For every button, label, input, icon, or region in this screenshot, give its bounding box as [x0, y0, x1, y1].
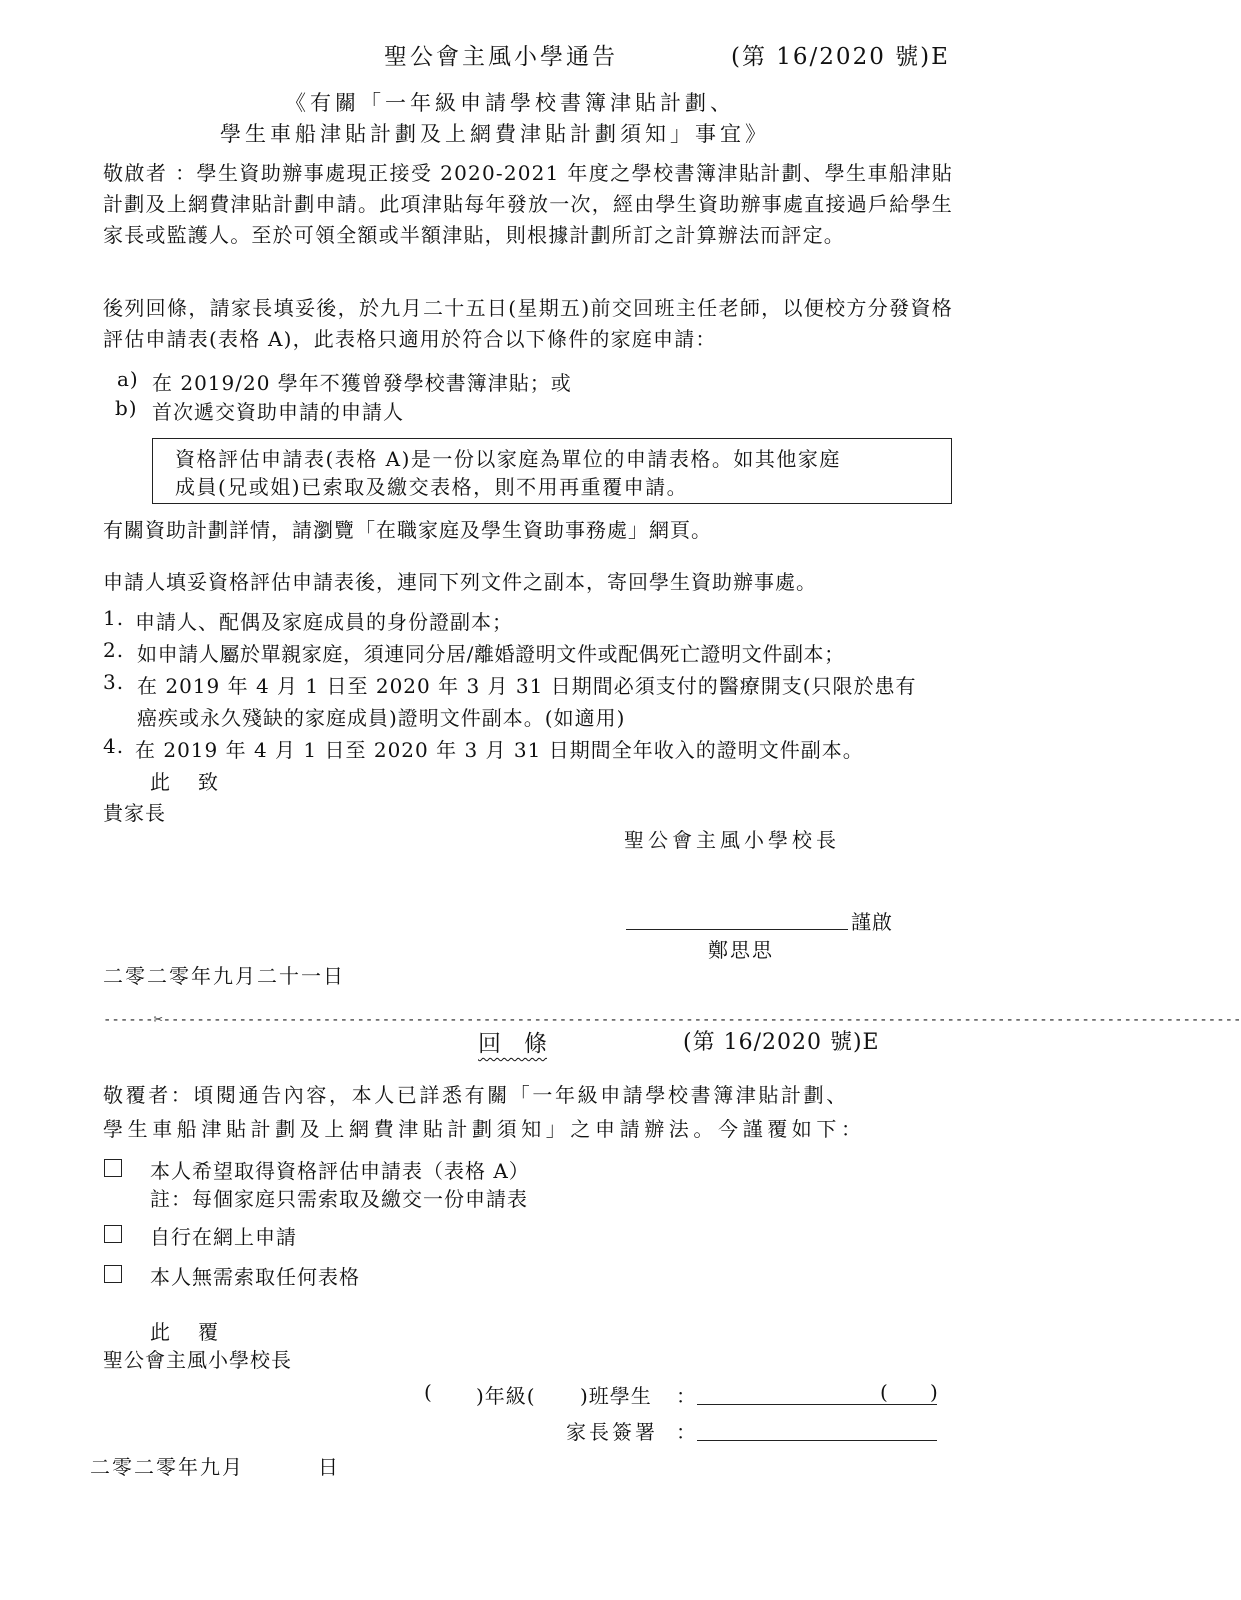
option-no-form-checkbox[interactable] [104, 1265, 122, 1283]
reply-recipient: 聖公會主風小學校長 [103, 1348, 292, 1372]
parent-signature-label: 家長簽署 [566, 1420, 658, 1444]
subject-line-2: 學生車船津貼計劃及上網費津貼計劃須知」事宜》 [220, 122, 770, 146]
class-student-label: )班學生 [580, 1384, 652, 1408]
option-request-form-checkbox[interactable] [104, 1159, 122, 1177]
grade-open-paren: ( [424, 1380, 432, 1404]
cut-line-dashes-left: ------ [103, 1012, 154, 1028]
reply-date-day: 日 [318, 1455, 339, 1479]
document-2-number: 2. [103, 638, 125, 662]
document-3-text: 在 2019 年 4 月 1 日至 2020 年 3 月 31 日期間必須支付的醫療開支(只限於患有 [137, 674, 917, 698]
notice-number: (第 16/2020 號)E [731, 44, 950, 70]
note-line-1: 資格評估申請表(表格 A)是一份以家庭為單位的申請表格。如其他家庭 [175, 447, 841, 471]
reply-slip-title: 回 條 [478, 1031, 547, 1057]
option-apply-online-label: 自行在網上申請 [150, 1225, 297, 1249]
document-2-text: 如申請人屬於單親家庭，須連同分居/離婚證明文件或配偶死亡證明文件副本； [137, 642, 845, 666]
document-1-text: 申請人、配偶及家庭成員的身份證副本； [135, 610, 513, 634]
option-no-form-label: 本人無需索取任何表格 [150, 1265, 360, 1289]
reply-notice-number: (第 16/2020 號)E [683, 1030, 880, 1055]
reply-intro-line-1: 敬覆者：頃閱通告內容，本人已詳悉有關「一年級申請學校書簿津貼計劃、 [103, 1083, 849, 1107]
parent-signature-colon: ： [676, 1420, 697, 1444]
recipient: 貴家長 [103, 801, 166, 825]
class-number-close-paren: ) [930, 1380, 938, 1404]
class-number-open-paren: ( [880, 1380, 888, 1404]
reply-date: 二零二零年九月 [90, 1455, 244, 1479]
notice-date: 二零二零年九月二十一日 [103, 964, 345, 988]
intro-paragraph: 敬啟者 ：學生資助辦事處現正接受 2020-2021 年度之學校書簿津貼計劃、學生車船津貼計劃及上網費津貼計劃申請。此項津貼每年發放一次，經由學生資助辦事處直接過戶給學生家長或監護人。至於可領全額或半額津貼，則根據計劃所訂之計算辦法而評定。 [103, 161, 953, 247]
option-apply-online-checkbox[interactable] [104, 1225, 122, 1243]
family-note-box [152, 438, 952, 504]
condition-b-text: 首次遞交資助申請的申請人 [152, 400, 404, 424]
scissors-icon: ✂ [153, 1010, 163, 1028]
document-1-number: 1. [103, 606, 125, 630]
sender-principal: 聖公會主風小學校長 [624, 828, 840, 852]
grade-label: )年級( [476, 1384, 536, 1408]
note-line-2: 成員(兄或姐)已索取及繳交表格，則不用再重覆申請。 [175, 475, 689, 499]
condition-b-marker: b) [115, 396, 138, 420]
grade-input[interactable] [448, 1380, 476, 1406]
documents-intro: 申請人填妥資格評估申請表後，連同下列文件之副本，寄回學生資助辦事處。 [103, 570, 817, 594]
document-4-number: 4. [103, 734, 125, 758]
class-input[interactable] [538, 1380, 578, 1406]
parent-signature-line[interactable] [697, 1440, 937, 1441]
school-notice-title: 聖公會主風小學通告 [384, 44, 618, 70]
condition-a-marker: a) [117, 367, 139, 391]
reply-slip-instructions: 後列回條，請家長填妥後，於九月二十五日(星期五)前交回班主任老師，以便校方分發資格評估申請表(表格 A)，此表格只適用於符合以下條件的家庭申請： [103, 296, 953, 351]
reply-closing: 此 覆 [150, 1320, 222, 1344]
condition-a-text: 在 2019/20 學年不獲曾發學校書簿津貼；或 [152, 371, 572, 395]
student-colon: ： [676, 1384, 697, 1408]
cut-line-dashes-right: -------------------------------------------------------------------------------------------------------------------------------- [162, 1012, 1241, 1028]
signoff: 謹啟 [851, 910, 893, 934]
subject-line-1: 《有關「一年級申請學校書簿津貼計劃、 [285, 91, 735, 115]
option-request-form-note: 註：每個家庭只需索取及繳交一份申請表 [150, 1187, 528, 1211]
document-3-number: 3. [103, 670, 125, 694]
principal-signature-line [626, 929, 848, 930]
document-3-text-continued: 癌疾或永久殘缺的家庭成員)證明文件副本。(如適用) [137, 706, 626, 730]
website-reference: 有關資助計劃詳情，請瀏覽「在職家庭及學生資助事務處」網頁。 [103, 518, 712, 542]
document-4-text: 在 2019 年 4 月 1 日至 2020 年 3 月 31 日期間全年收入的證明文件副本。 [135, 738, 864, 762]
reply-intro-line-2: 學生車船津貼計劃及上網費津貼計劃須知」之申請辦法。今謹覆如下： [103, 1117, 866, 1141]
principal-name: 鄭思思 [708, 938, 774, 962]
option-request-form-label: 本人希望取得資格評估申請表（表格 A） [150, 1159, 530, 1183]
closing-phrase: 此 致 [150, 770, 222, 794]
student-name-line[interactable] [697, 1404, 937, 1405]
